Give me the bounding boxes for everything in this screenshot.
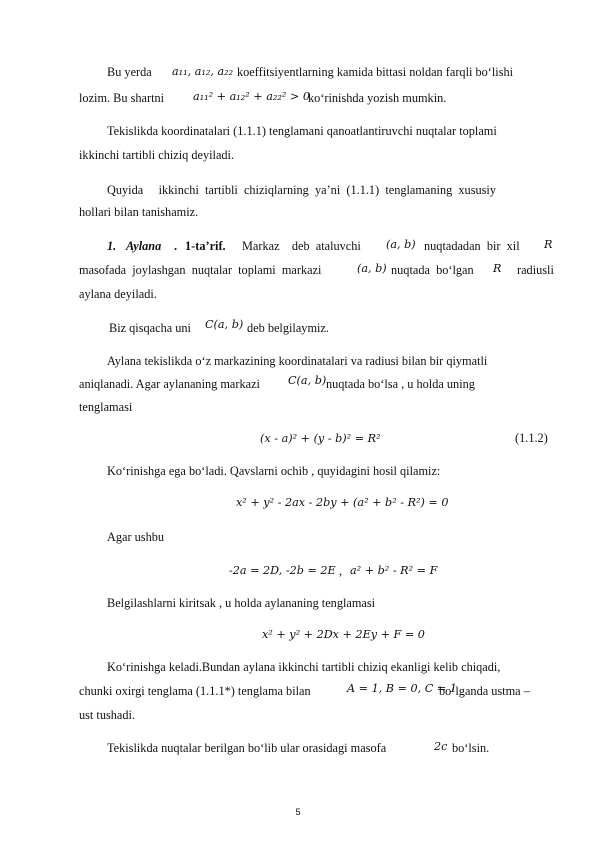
text-p10-a: chunki oxirgi tenglama (1.1.1*) tenglama bilan — [79, 684, 311, 698]
equation-substitution-2: a² + b² - R² = F — [350, 564, 438, 577]
text-p10-line3: ust tushadi. — [79, 708, 136, 722]
text-p1-c: lozim. Bu shartni — [79, 91, 165, 105]
text-p6-line1: Aylana tekislikda o‘z markazining koordinatalari va radiusi bilan bir qiymatli — [107, 354, 488, 368]
text-p11-a: Tekislikda nuqtalar berilgan bo‘lib ular orasidagi masofa — [107, 741, 387, 755]
text-p4-a: Markaz deb ataluvchi — [242, 239, 361, 253]
text-p4-line3: aylana deyiladi. — [79, 287, 157, 301]
formula-coefficients: a₁₁, a₁₂, a₂₂ — [172, 65, 234, 78]
section-title: Aylana — [126, 239, 162, 253]
formula-radius: R — [493, 262, 502, 275]
text-p1-d: ko‘rinishda yozish mumkin. — [308, 91, 447, 105]
equation-circle: (x - a)² + (y - b)² = R² — [260, 432, 381, 445]
text-p4-c: masofada joylashgan nuqtalar toplami markazi — [79, 263, 322, 277]
equation-substitution-1: -2a = 2D, -2b = 2E — [229, 564, 336, 577]
formula-r: R — [544, 238, 553, 251]
text-p6-line3: tenglamasi — [79, 400, 133, 414]
text-p6-b: nuqtada bo‘lsa , u holda uning — [326, 377, 475, 391]
text-p11-b: bo‘lsin. — [452, 741, 490, 755]
text-p3-line2: hollari bilan tanishamiz. — [79, 205, 199, 219]
equation-separator: , — [339, 564, 343, 578]
equation-general: x² + y² + 2Dx + 2Ey + F = 0 — [262, 628, 425, 641]
text-p9: Belgilashlarni kiritsak , u holda aylananing tenglamasi — [107, 596, 376, 610]
text-p2-line2: ikkinchi tartibli chiziq deyiladi. — [79, 148, 235, 162]
text-p4-b: nuqtadadan bir xil — [424, 239, 520, 253]
equation-label: (1.1.2) — [515, 431, 548, 445]
text-p6-a: aniqlanadi. Agar aylananing markazi — [79, 377, 260, 391]
formula-abc-values: A = 1, B = 0, C = 1 — [347, 682, 457, 695]
text-p4-d: nuqtada bo‘lgan — [391, 263, 474, 277]
section-number: 1. — [107, 239, 117, 253]
text-p10-line1: Ko‘rinishga keladi.Bundan aylana ikkinchi tartibli chiziq ekanligi kelib chiqadi, — [107, 660, 501, 674]
text-p7: Ko‘rinishga ega bo‘ladi. Qavslarni ochib , quyidagini hosil qilamiz: — [107, 464, 441, 478]
text-p3-line1: Quyida ikkinchi tartibli chiziqlarning ya’ni (1.1.1) tenglamaning xususiy — [107, 183, 496, 197]
formula-circle-center: C(a, b) — [288, 374, 327, 387]
text-p8: Agar ushbu — [107, 530, 165, 544]
formula-point-ab: (a, b) — [386, 238, 416, 251]
formula-condition: a₁₁² + a₁₂² + a₂₂² > 0 — [193, 90, 310, 103]
text-p2-line1: Tekislikda koordinatalari (1.1.1) tenglamani qanoatlantiruvchi nuqtalar toplami — [107, 124, 497, 138]
text-p5-b: deb belgilaymiz. — [247, 321, 329, 335]
formula-center-ab: (a, b) — [357, 262, 387, 275]
text-p5-a: Biz qisqacha uni — [109, 321, 191, 335]
formula-distance: 2c — [434, 740, 448, 753]
definition-label: 1-ta’rif. — [185, 239, 226, 253]
page-number: 5 — [295, 807, 301, 817]
text-p1-b: koeffitsiyentlarning kamida bittasi noldan farqli bo‘lishi — [237, 65, 514, 79]
equation-expanded: x² + y² - 2ax - 2by + (a² + b² - R²) = 0 — [236, 496, 449, 509]
text-p4-e: radiusli — [517, 263, 554, 277]
text-p10-b: bo‘lganda ustma – — [439, 684, 530, 698]
text-p1-a: Bu yerda — [107, 65, 152, 79]
formula-circle-notation: C(a, b) — [205, 318, 244, 331]
section-dot: . — [174, 239, 178, 253]
